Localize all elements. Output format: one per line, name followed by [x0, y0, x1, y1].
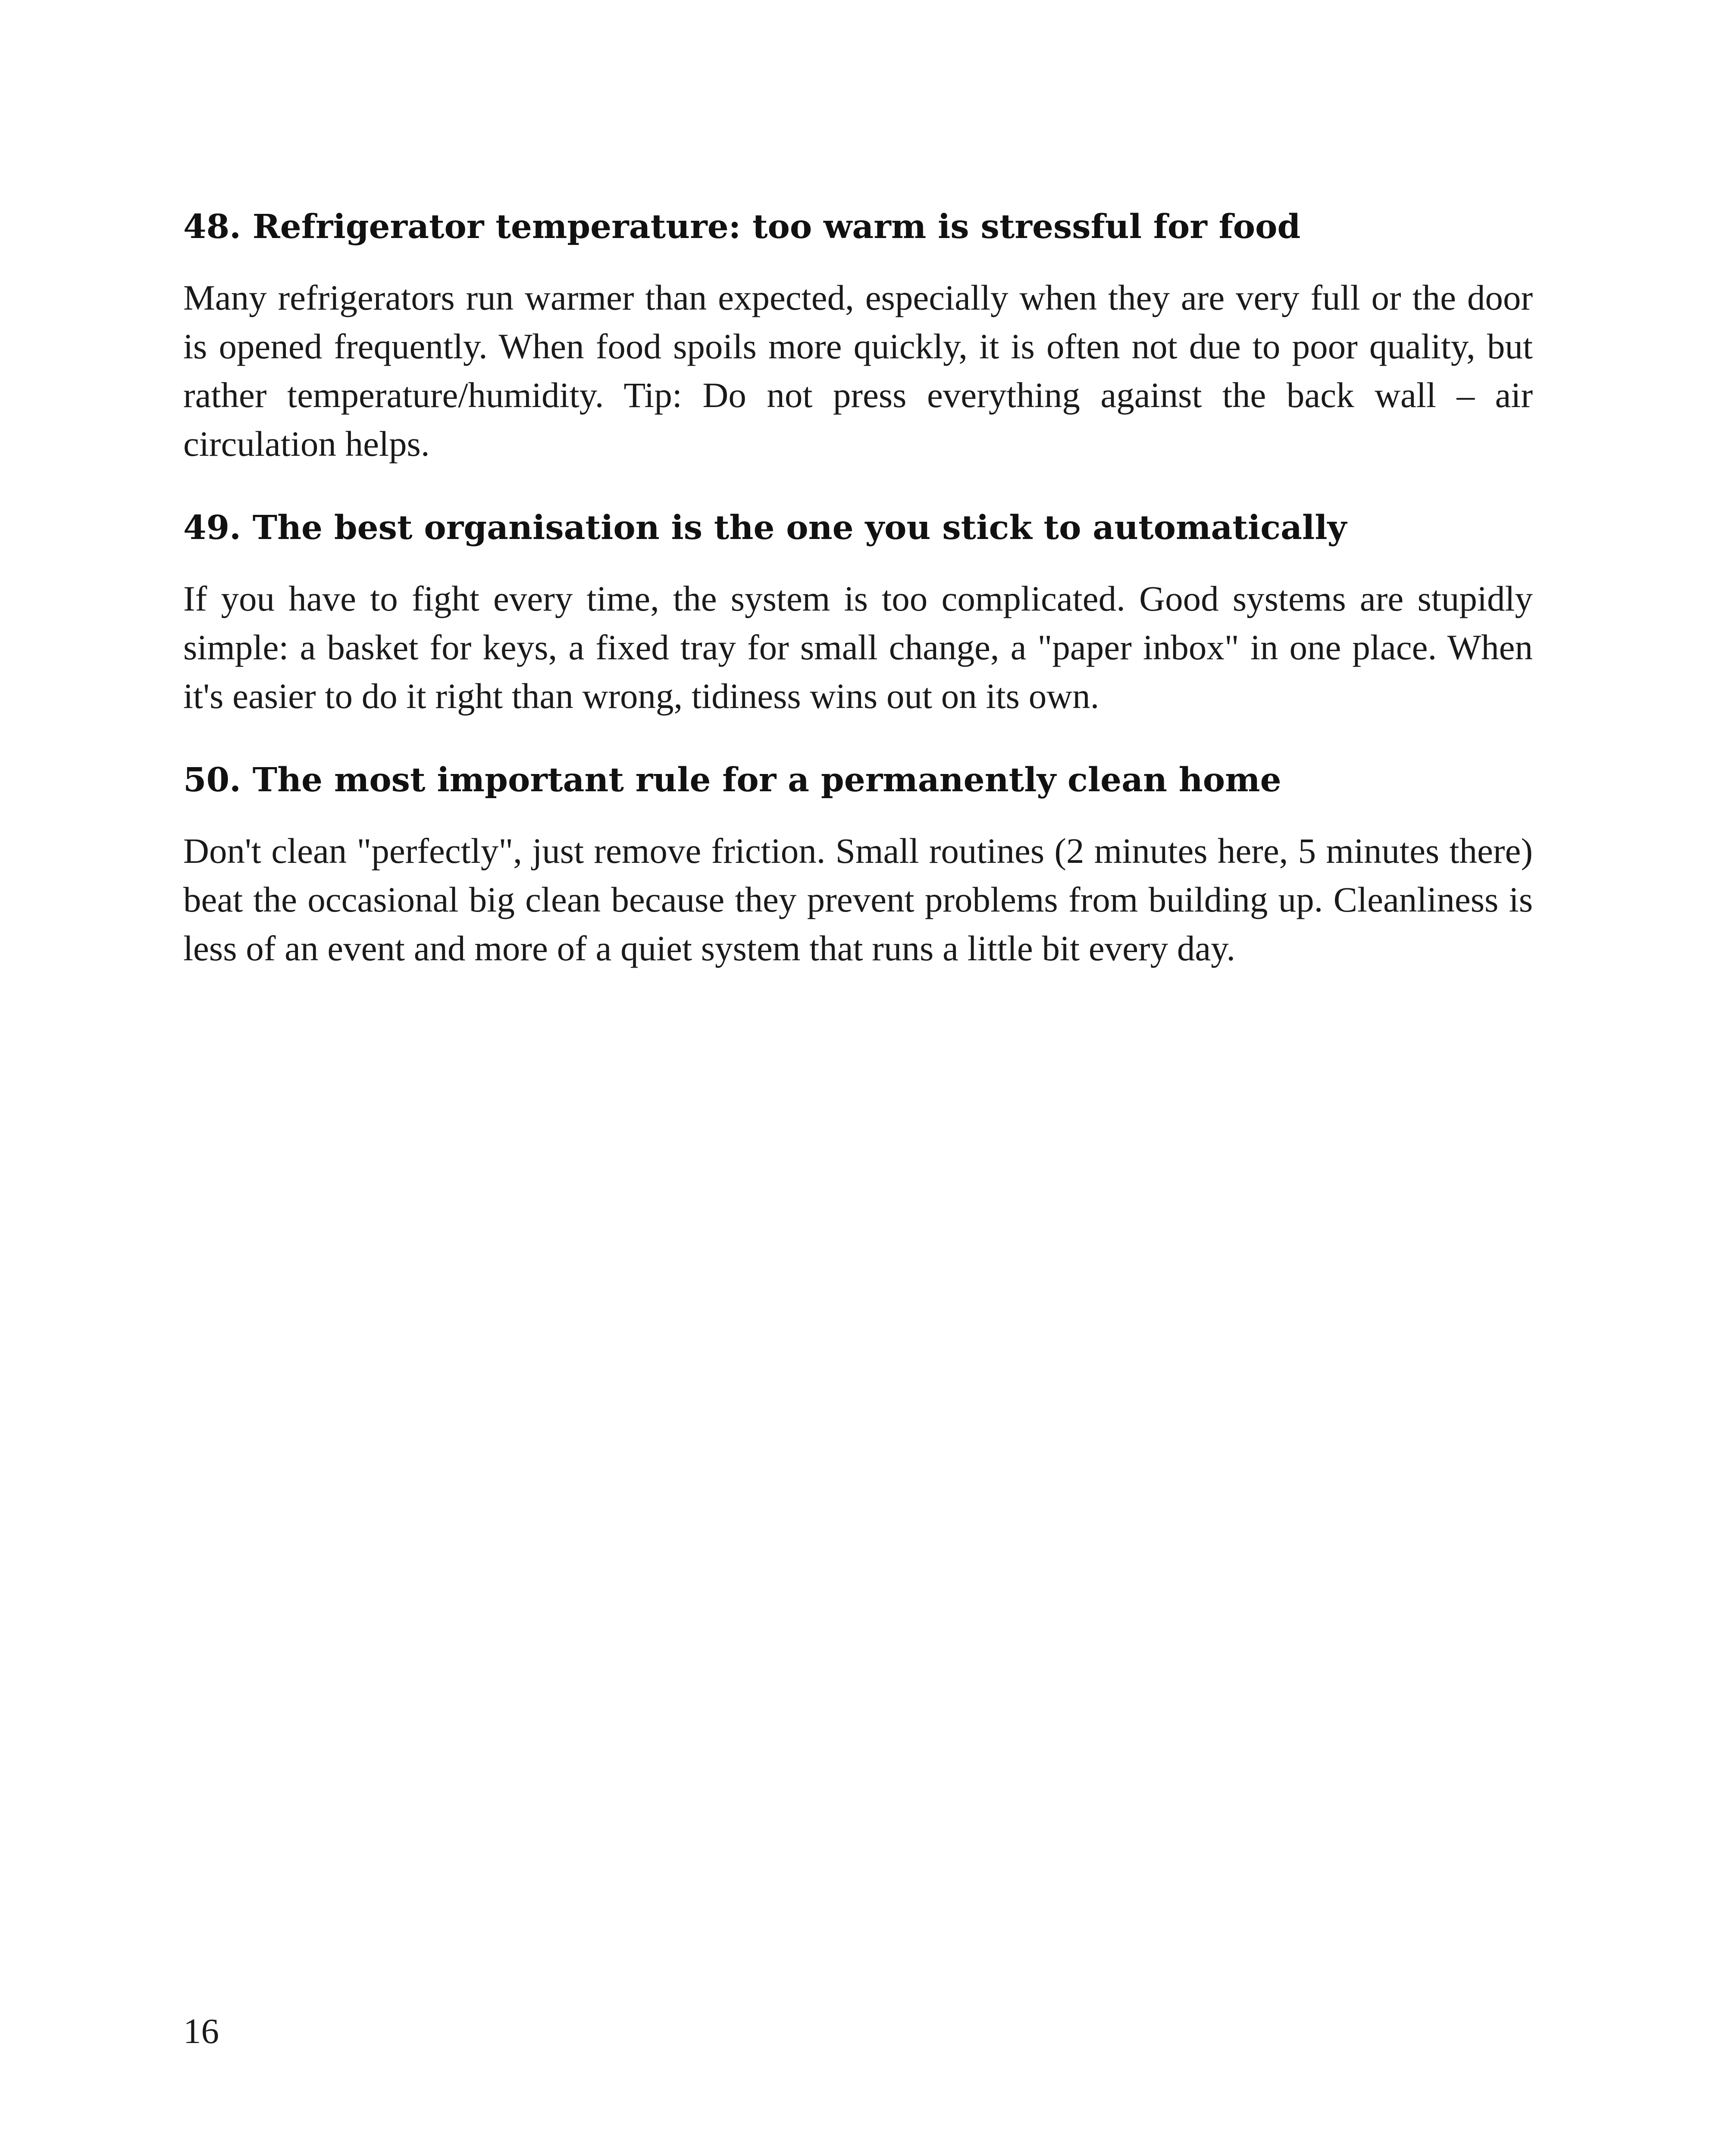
- section-body-50: Don't clean "perfectly", just remove friction. Small routines (2 minutes here, 5 minutes there) beat the occasional big clean because they prevent problems from building up. Cleanliness is less of an event and more of a quiet system that runs a little bit every day.: [183, 831, 1533, 968]
- page-content: [183, 203, 1533, 1008]
- page-number: 16: [183, 2011, 219, 2051]
- section-heading-49: 49. The best organisation is the one you stick to automatically: [183, 508, 1347, 547]
- section-body-49: If you have to fight every time, the system is too complicated. Good systems are stupidly simple: a basket for keys, a fixed tray for small change, a "paper inbox" in one place. When it's easier to do it right than wrong, tidiness wins out on its own.: [183, 579, 1533, 716]
- section-heading-48: 48. Refrigerator temperature: too warm is stressful for food: [183, 207, 1301, 246]
- section-heading-50: 50. The most important rule for a permanently clean home: [183, 761, 1281, 799]
- section-body-48: Many refrigerators run warmer than expected, especially when they are very full or the door is opened frequently. When food spoils more quickly, it is often not due to poor quality, but rather temperature/humidity. Tip: Do not press everything against the back wall – air circulation helps.: [183, 278, 1533, 464]
